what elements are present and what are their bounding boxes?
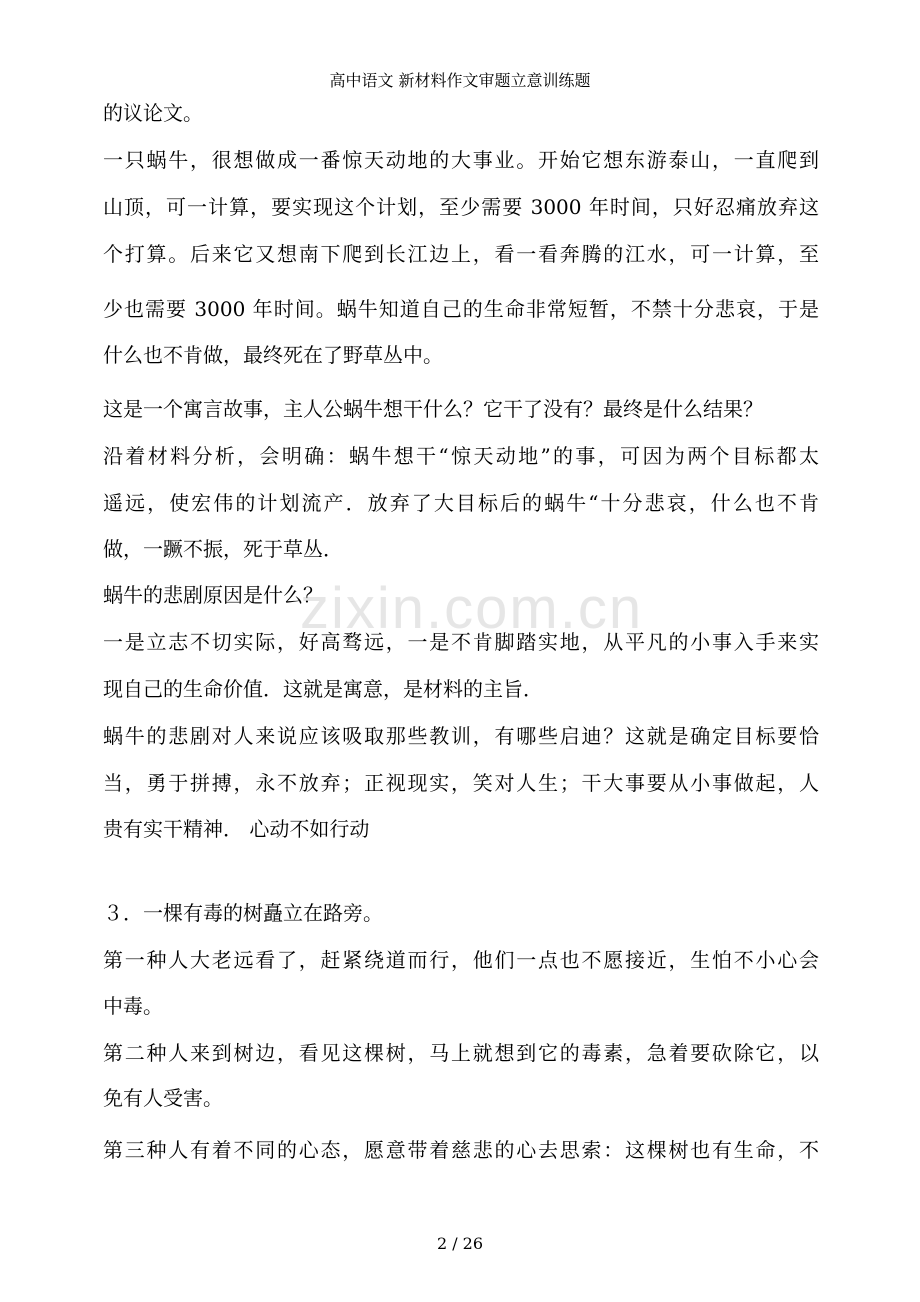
- text-line: 第一种人大老远看了，赶紧绕道而行，他们一点也不愿接近，生怕不小心会: [103, 948, 819, 972]
- text-line: 贵有实干精神． 心动不如行动: [103, 817, 370, 841]
- page-number: 2 / 26: [436, 1234, 484, 1253]
- text-line: 蜗牛的悲剧原因是什么？: [103, 583, 323, 607]
- text-line: 现自己的生命价值．这就是寓意，是材料的主旨．: [103, 677, 543, 701]
- text-line: 遥远，使宏伟的计划流产．放弃了大目标后的蜗牛“十分悲哀，什么也不肯: [103, 491, 819, 515]
- text-line: 当，勇于拼搏，永不放弃；正视现实，笑对人生；干大事要从小事做起，人: [103, 771, 819, 795]
- text-line: 沿着材料分析，会明确：蜗牛想干“惊天动地”的事，可因为两个目标都太: [103, 444, 819, 468]
- text-line: 个打算。后来它又想南下爬到长江边上，看一看奔腾的江水，可一计算，至: [103, 242, 819, 266]
- text-line: 蜗牛的悲剧对人来说应该吸取那些教训，有哪些启迪？这就是确定目标要恰: [103, 724, 819, 748]
- text-line: 的议论文。: [103, 101, 203, 125]
- text-line: 这是一个寓言故事，主人公蜗牛想干什么？它干了没有？最终是什么结果？: [103, 397, 763, 421]
- watermark: zixin.com.cn: [300, 576, 644, 641]
- text-line: 一只蜗牛，很想做成一番惊天动地的大事业。开始它想东游泰山，一直爬到: [103, 148, 819, 172]
- text-line: ３．一棵有毒的树矗立在路旁。: [103, 901, 383, 925]
- page-header: 高中语文 新材料作文审题立意训练题: [329, 71, 591, 90]
- text-line: 免有人受害。: [103, 1086, 223, 1110]
- text-line: 山顶，可一计算，要实现这个计划，至少需要 3000 年时间，只好忍痛放弃这: [103, 195, 819, 219]
- text-line: 一是立志不切实际，好高骛远，一是不肯脚踏实地，从平凡的小事入手来实: [103, 630, 819, 654]
- text-line: 少也需要 3000 年时间。蜗牛知道自己的生命非常短暂，不禁十分悲哀，于是: [103, 297, 819, 321]
- text-line: 做，一蹶不振，死于草丛．: [103, 537, 343, 561]
- text-line: 什么也不肯做，最终死在了野草丛中。: [103, 343, 443, 367]
- text-line: 第二种人来到树边，看见这棵树，马上就想到它的毒素，急着要砍除它，以: [103, 1041, 819, 1065]
- text-line: 第三种人有着不同的心态，愿意带着慈悲的心去思索：这棵树也有生命，不: [103, 1138, 819, 1162]
- text-line: 中毒。: [103, 994, 163, 1018]
